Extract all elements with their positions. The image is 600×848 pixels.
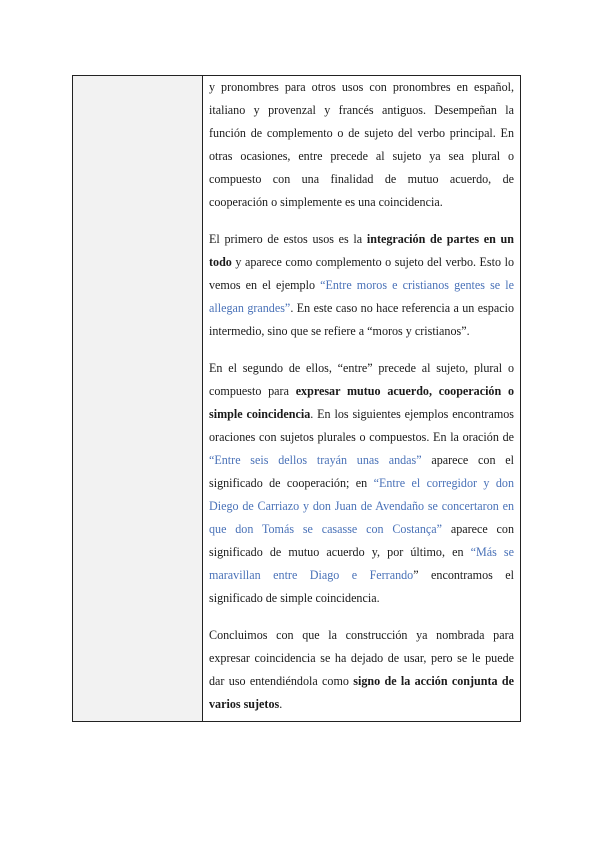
paragraph: [209, 76, 514, 214]
example-quote: “Entre seis dellos trayán unas andas”: [209, 453, 422, 467]
bold-text: expresar mutuo acuerdo, cooperación o simple coincidencia: [209, 384, 514, 421]
body-text: . En este caso no hace referencia a un espacio intermedio, sino que se refiere a “moros y cristianos”.: [209, 301, 514, 338]
paragraph: [209, 624, 514, 716]
bold-text: integración de partes en un todo: [209, 232, 514, 269]
body-text: y aparece como complemento o sujeto del verbo. Esto lo vemos en el ejemplo: [209, 255, 514, 292]
body-text: . En los siguientes ejemplos encontramos oraciones con sujetos plurales o compuestos. En la oración de: [209, 407, 514, 444]
body-text: El primero de estos usos es la: [209, 232, 367, 246]
paragraph: [209, 228, 514, 343]
paragraph: [209, 357, 514, 610]
table-left-cell: [73, 76, 203, 721]
body-text: ” encontramos el significado de simple coincidencia.: [209, 568, 515, 605]
body-text: En el segundo de ellos, “entre” precede al sujeto, plural o compuesto para: [209, 361, 514, 398]
example-quote: “Más se maravillan entre Diago e Ferrando: [209, 545, 514, 582]
table-right-cell: [209, 76, 514, 730]
body-text: aparece con el significado de cooperación; en: [209, 453, 514, 490]
body-text: .: [279, 697, 283, 711]
body-text: Concluimos con que la construcción ya nombrada para expresar coincidencia se ha dejado de usar, pero se le puede dar uso entendiéndola como: [209, 628, 514, 688]
body-text: aparece con significado de mutuo acuerdo y, por último, en: [209, 522, 515, 559]
example-quote: “Entre moros e cristianos gentes se le allegan grandes”: [209, 278, 514, 315]
document-table: [72, 75, 521, 722]
body-text: y pronombres para otros usos con pronombres en español, italiano y provenzal y francés antiguos. Desempeñan la función de complemento o de sujeto del verbo principal. En otras ocasiones, entre precede al sujeto ya sea plural o compuesto con una finalidad de mutuo acuerdo, de cooperación o simplemente es una coincidencia.: [209, 80, 514, 209]
bold-text: signo de la acción conjunta de varios sujetos: [209, 674, 514, 711]
example-quote: “Entre el corregidor y don Diego de Carriazo y don Juan de Avendaño se concertaron en que don Tomás se casasse con Costança”: [209, 476, 514, 536]
